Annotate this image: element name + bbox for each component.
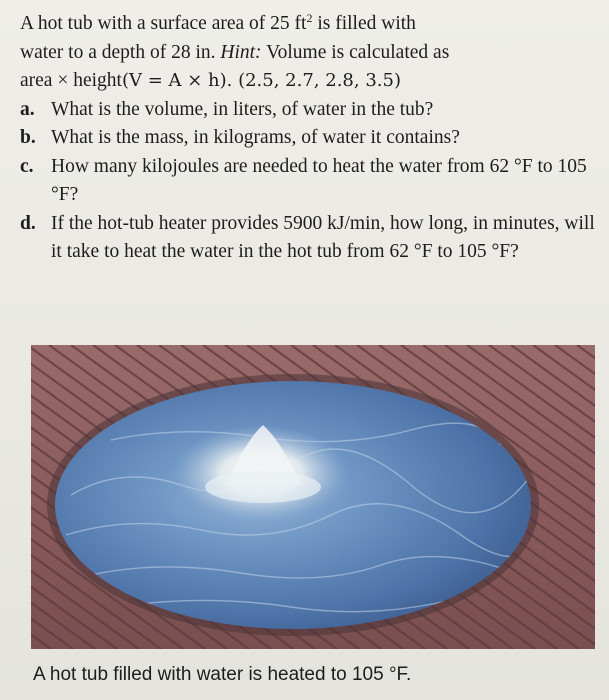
part-label: b. (20, 127, 36, 148)
part-label: d. (20, 212, 36, 234)
question-part-b (20, 124, 595, 153)
part-text: How many kilojoules are needed to heat the water from 62 °F to 105 °F? (51, 155, 587, 205)
volume-formula: (V = A × h) (121, 70, 227, 91)
question-part-c (20, 153, 595, 210)
problem-stem-line-1: A hot tub with a surface area of 25 $ft^2$ is filled with (20, 11, 416, 34)
part-text: What is the mass, in kilograms, of water it contains? (51, 127, 460, 148)
question-parts (20, 96, 595, 267)
hint-label: Hint: (220, 41, 262, 63)
hot-tub-illustration (31, 345, 595, 649)
superscript-2: 2 (306, 11, 313, 25)
part-text: If the hot-tub heater provides 5900 kJ/min, how long, in minutes, will it take to heat the water in the hot tub from 62 °F to 105 °F? (51, 212, 595, 262)
problem-block (20, 10, 595, 267)
foam-base (205, 471, 321, 503)
part-label: c. (20, 155, 34, 177)
answer-key-refs: . (2.5, 2.7, 2.8, 3.5) (226, 70, 401, 91)
figure-caption: A hot tub filled with water is heated to 105 °F. (33, 664, 412, 685)
problem-stem-line-3: area × height(V = A × h). (2.5, 2.7, 2.8, 3.5) (20, 70, 401, 91)
question-part-d (20, 210, 595, 267)
problem-stem-line-2: water to a depth of 28 in. Hint: Volume is calculated as (20, 41, 450, 63)
hot-tub-photo (31, 345, 595, 649)
part-label: a. (20, 98, 35, 120)
question-part-a (20, 96, 595, 125)
part-text: What is the volume, in liters, of water in the tub? (51, 98, 434, 120)
